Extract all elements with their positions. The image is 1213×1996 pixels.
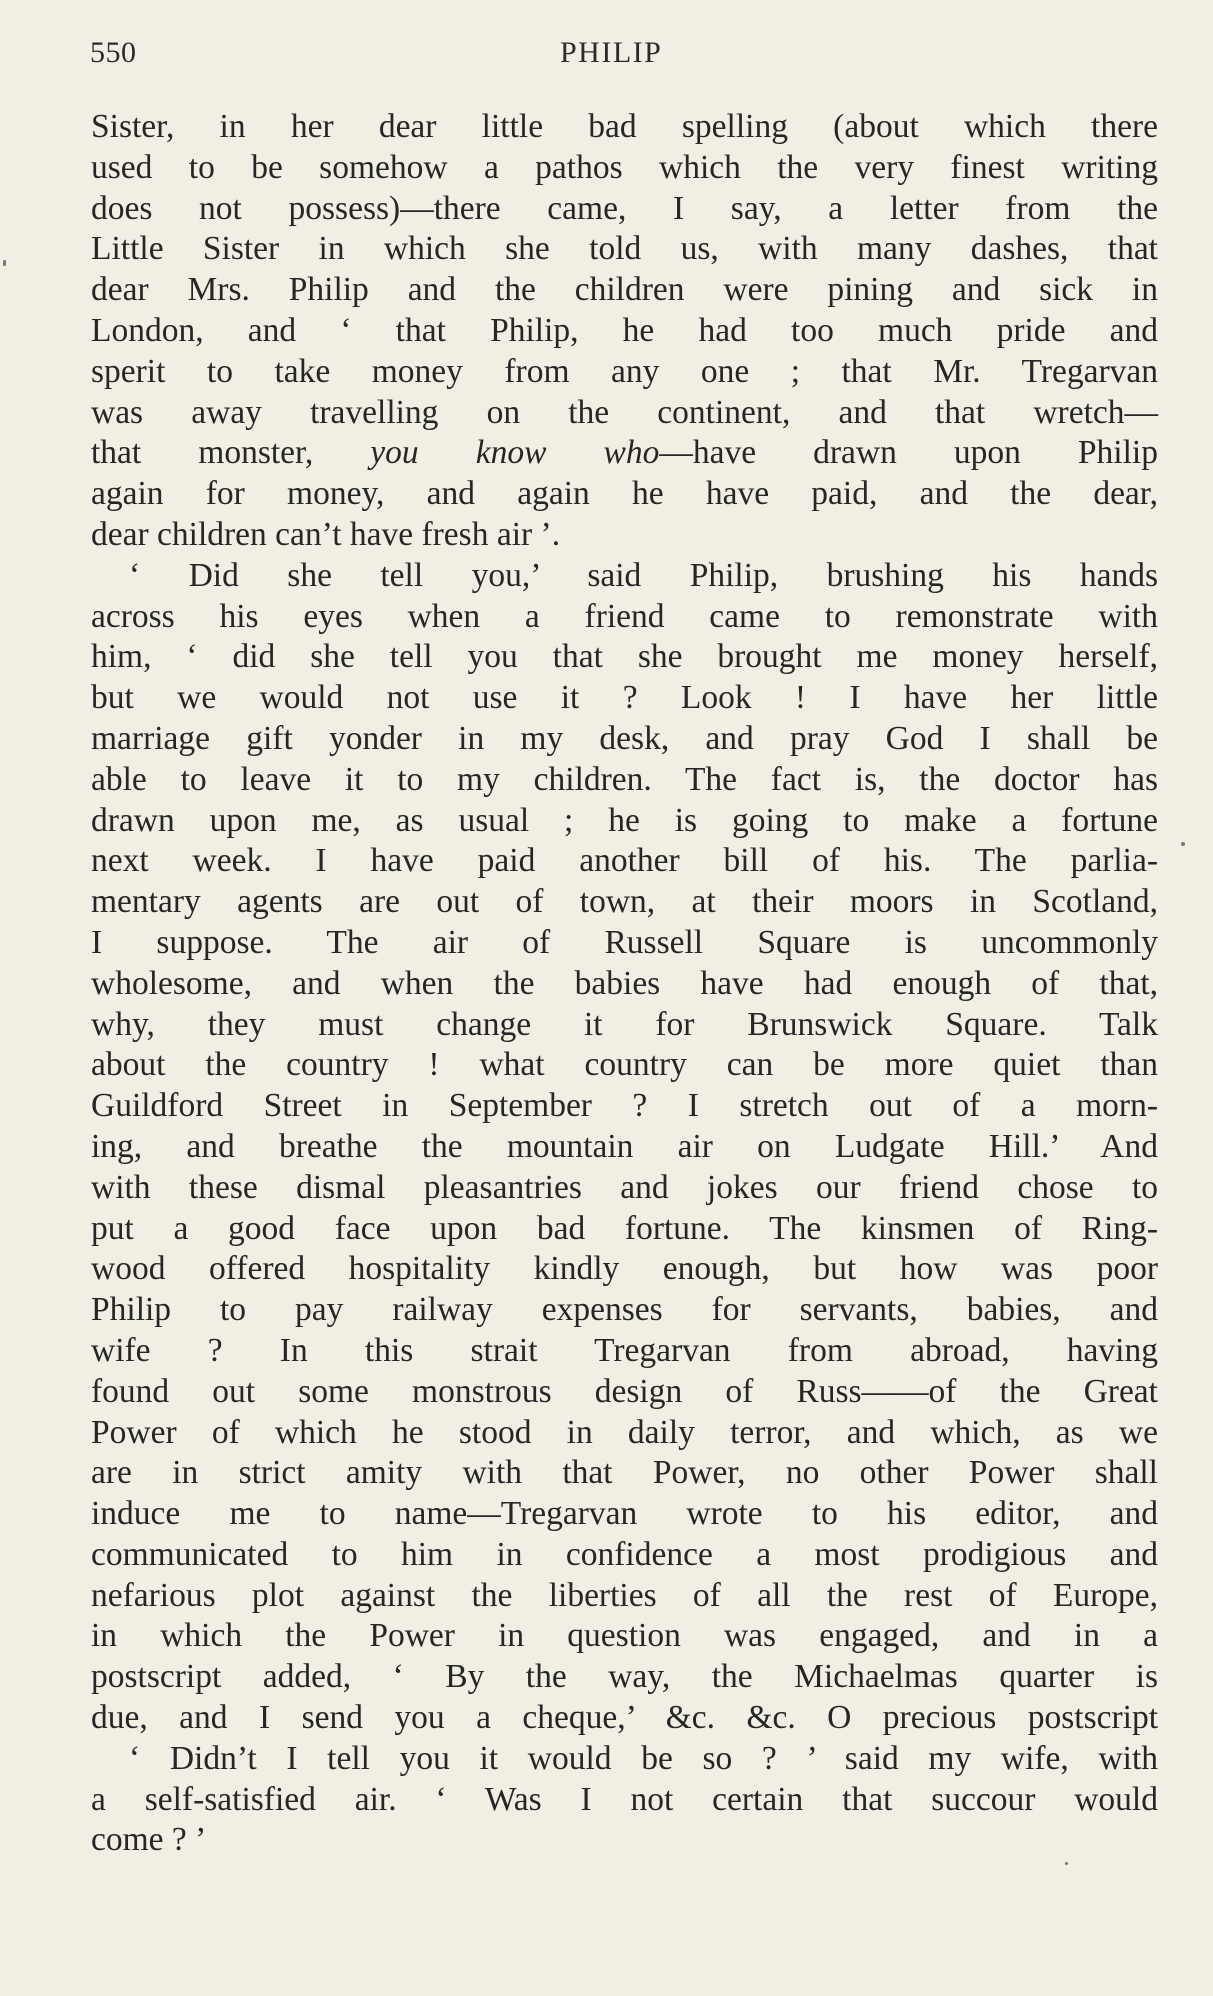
- text-line: Little Sister in which she told us, with many dashes, that: [91, 230, 1158, 268]
- text-line: due, and I send you a cheque,’ &c. &c. O precious postscript: [91, 1699, 1158, 1737]
- text-line: drawn upon me, as usual ; he is going to make a fortune: [91, 801, 1158, 839]
- text-line: come ? ’: [91, 1821, 207, 1859]
- body-text: [91, 107, 1158, 1861]
- text-line: wood offered hospitality kindly enough, but how was poor: [91, 1250, 1158, 1288]
- text-line: [91, 433, 1158, 474]
- text-line: are in strict amity with that Power, no other Power shall: [91, 1454, 1158, 1492]
- speck-mark: [1181, 842, 1185, 846]
- text-line: ing, and breathe the mountain air on Ludgate Hill.’ And: [91, 1127, 1158, 1165]
- speck-mark: [3, 260, 6, 266]
- text-line: nefarious plot against the liberties of all the rest of Europe,: [91, 1576, 1158, 1614]
- text-line: him, ‘ did she tell you that she brought me money herself,: [91, 638, 1158, 676]
- text-segment: —have drawn upon Philip: [659, 434, 1158, 472]
- text-line: dear Mrs. Philip and the children were pining and sick in: [91, 271, 1158, 309]
- text-line: next week. I have paid another bill of his. The parlia-: [91, 842, 1158, 880]
- running-title: PHILIP: [560, 36, 663, 69]
- text-line: a self-satisfied air. ‘ Was I not certain that succour would: [91, 1780, 1158, 1818]
- text-line: wife ? In this strait Tregarvan from abroad, having: [91, 1331, 1158, 1369]
- text-line: able to leave it to my children. The fact is, the doctor has: [91, 760, 1158, 798]
- page-number: 550: [90, 36, 137, 69]
- text-line: with these dismal pleasantries and jokes our friend chose to: [91, 1168, 1158, 1206]
- text-segment: that monster,: [91, 434, 371, 472]
- speck-mark: [1065, 1862, 1068, 1865]
- text-line: put a good face upon bad fortune. The kinsmen of Ring-: [91, 1209, 1158, 1247]
- text-line: about the country ! what country can be more quiet than: [91, 1046, 1158, 1084]
- text-line: but we would not use it ? Look ! I have her little: [91, 679, 1158, 717]
- text-line: found out some monstrous design of Russ——of the Great: [91, 1372, 1158, 1410]
- page-header: [90, 36, 1160, 76]
- text-line: I suppose. The air of Russell Square is uncommonly: [91, 923, 1158, 961]
- text-line: ‘ Didn’t I tell you it would be so ? ’ said my wife, with: [129, 1739, 1158, 1777]
- text-line: mentary agents are out of town, at their moors in Scotland,: [91, 883, 1158, 921]
- text-line: postscript added, ‘ By the way, the Michaelmas quarter is: [91, 1658, 1158, 1696]
- text-line: Sister, in her dear little bad spelling (about which there: [91, 108, 1158, 145]
- text-line: dear children can’t have fresh air ’.: [91, 515, 561, 553]
- text-line: ‘ Did she tell you,’ said Philip, brushing his hands: [129, 556, 1158, 594]
- text-line: does not possess)—there came, I say, a letter from the: [91, 189, 1158, 227]
- text-line: why, they must change it for Brunswick Square. Talk: [91, 1005, 1158, 1043]
- text-line: sperit to take money from any one ; that Mr. Tregarvan: [91, 352, 1158, 390]
- text-line: Philip to pay railway expenses for servants, babies, and: [91, 1291, 1158, 1329]
- text-line: across his eyes when a friend came to remonstrate with: [91, 597, 1158, 635]
- text-line: communicated to him in confidence a most prodigious and: [91, 1535, 1158, 1573]
- text-line: London, and ‘ that Philip, he had too much pride and: [91, 311, 1158, 349]
- text-line: was away travelling on the continent, and that wretch—: [91, 393, 1158, 431]
- text-line: used to be somehow a pathos which the very finest writing: [91, 148, 1158, 186]
- text-line: Guildford Street in September ? I stretch out of a morn-: [91, 1087, 1158, 1125]
- text-line: Power of which he stood in daily terror, and which, as we: [91, 1413, 1158, 1451]
- text-line: again for money, and again he have paid, and the dear,: [91, 475, 1158, 513]
- text-line: in which the Power in question was engaged, and in a: [91, 1617, 1158, 1655]
- text-line: wholesome, and when the babies have had enough of that,: [91, 964, 1158, 1002]
- italic-phrase: you know who: [370, 434, 660, 472]
- text-line: induce me to name—Tregarvan wrote to his editor, and: [91, 1495, 1158, 1533]
- text-line: marriage gift yonder in my desk, and pray God I shall be: [91, 719, 1158, 757]
